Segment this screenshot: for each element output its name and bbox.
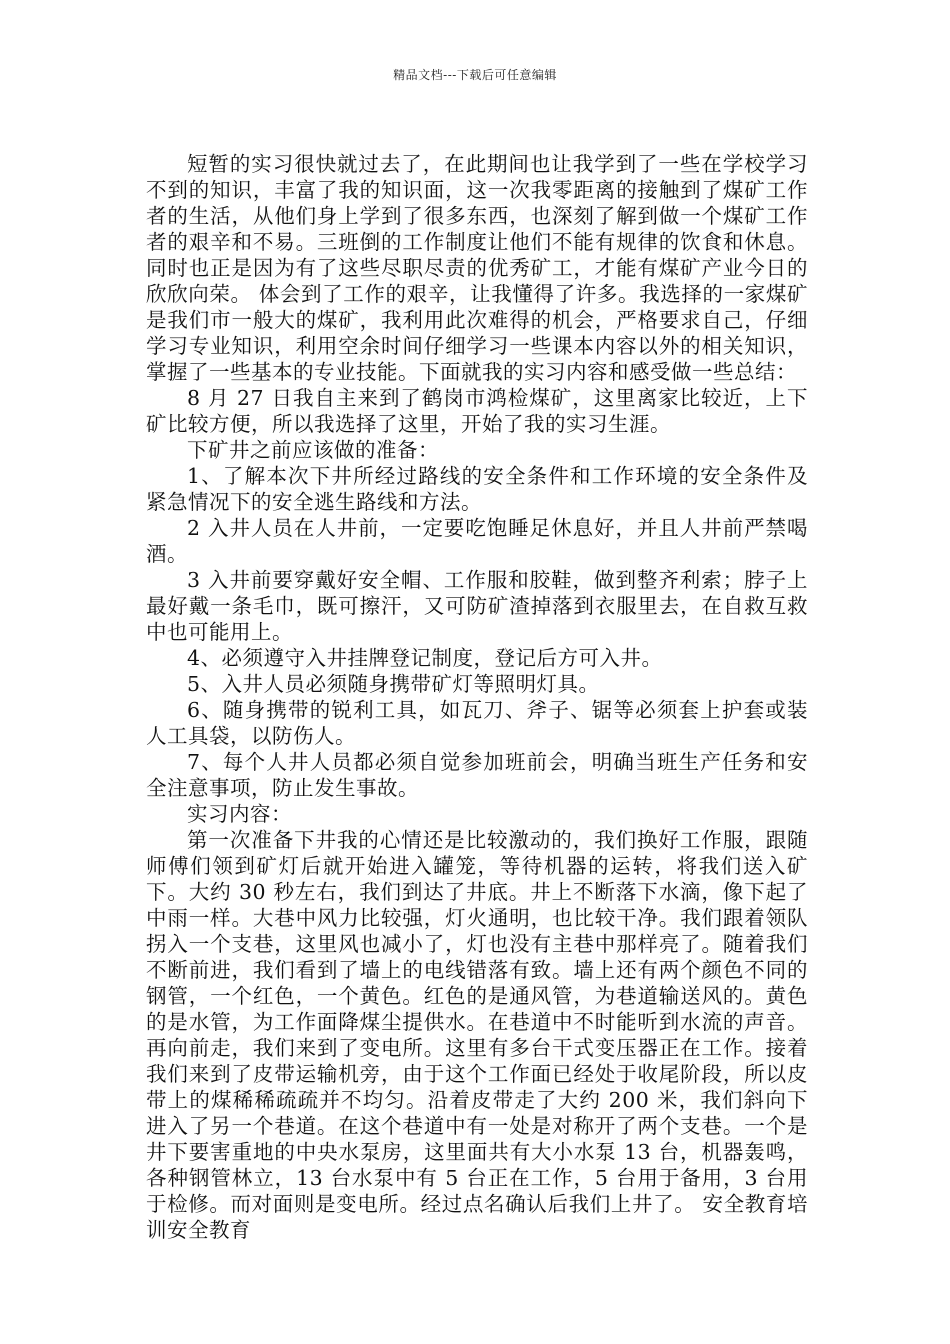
- document-body: [146, 151, 808, 1243]
- paragraph-prep-item-3: 3 入井前要穿戴好安全帽、工作服和胶鞋，做到整齐利索；脖子上最好戴一条毛巾，既可擦汗，又可防矿渣掉落到衣服里去，在自救互救中也可能用上。: [146, 568, 808, 644]
- paragraph-arrival: 8 月 27 日我自主来到了鹤岗市鸿检煤矿，这里离家比较近，上下矿比较方便，所以我选择了这里，开始了我的实习生涯。: [146, 386, 808, 436]
- paragraph-prep-item-7: 7、每个人井人员都必须自觉参加班前会，明确当班生产任务和安全注意事项，防止发生事故。: [146, 750, 808, 800]
- paragraph-prep-item-2: 2 入井人员在人井前，一定要吃饱睡足休息好，并且人井前严禁喝酒。: [146, 516, 808, 566]
- paragraph-first-descent: 第一次准备下井我的心情还是比较激动的，我们换好工作服，跟随师傅们领到矿灯后就开始进入罐笼，等待机器的运转，将我们送入矿下。大约 30 秒左右，我们到达了井底。井上不断落下水滴，像下起了中雨一样。大巷中风力比较强，灯火通明，也比较干净。我们跟着领队拐入一个支巷，这里风也减小了，灯也没有主巷中那样亮了。随着我们不断前进，我们看到了墙上的电线错落有致。墙上还有两个颜色不同的钢管，一个红色，一个黄色。红色的是通风管，为巷道输送风的。黄色的是水管，为工作面降煤尘提供水。在巷道中不时能听到水流的声音。再向前走，我们来到了变电所。这里有多台干式变压器正在工作。接着我们来到了皮带运输机旁，由于这个工作面已经处于收尾阶段，所以皮带上的煤稀稀疏疏并不均匀。沿着皮带走了大约 200 米，我们斜向下进入了另一个巷道。在这个巷道中有一处是对称开了两个支巷。一个是井下要害重地的中央水泵房，这里面共有大小水泵 13 台，机器轰鸣，各种钢管林立，13 台水泵中有 5 台正在工作，5 台用于备用，3 台用于检修。而对面则是变电所。经过点名确认后我们上井了。 安全教育培训安全教育: [146, 828, 808, 1242]
- paragraph-prep-item-6: 6、随身携带的锐利工具，如瓦刀、斧子、锯等必须套上护套或装人工具袋，以防伤人。: [146, 698, 808, 748]
- paragraph-content-heading: 实习内容：: [187, 802, 292, 826]
- paragraph-prep-item-1: 1、了解本次下井所经过路线的安全条件和工作环境的安全条件及紧急情况下的安全逃生路线和方法。: [146, 464, 808, 514]
- paragraph-intro: 短暂的实习很快就过去了，在此期间也让我学到了一些在学校学习不到的知识，丰富了我的知识面，这一次我零距离的接触到了煤矿工作者的生活，从他们身上学到了很多东西，也深刻了解到做一个煤矿工作者的艰辛和不易。三班倒的工作制度让他们不能有规律的饮食和休息。同时也正是因为有了这些尽职尽责的优秀矿工，才能有煤矿产业今日的欣欣向荣。 体会到了工作的艰辛，让我懂得了许多。我选择的一家煤矿是我们市一般大的煤矿，我利用此次难得的机会，严格要求自己，仔细学习专业知识，利用空余时间仔细学习一些课本内容以外的相关知识，掌握了一些基本的专业技能。下面就我的实习内容和感受做一些总结：: [146, 152, 808, 384]
- paragraph-preparation-heading: 下矿井之前应该做的准备：: [187, 438, 439, 462]
- paragraph-prep-item-5: 5、入井人员必须随身携带矿灯等照明灯具。: [187, 672, 600, 696]
- page-header: 精品文档---下载后可任意编辑: [393, 68, 557, 82]
- paragraph-prep-item-4: 4、必须遵守入井挂牌登记制度，登记后方可入井。: [187, 646, 663, 670]
